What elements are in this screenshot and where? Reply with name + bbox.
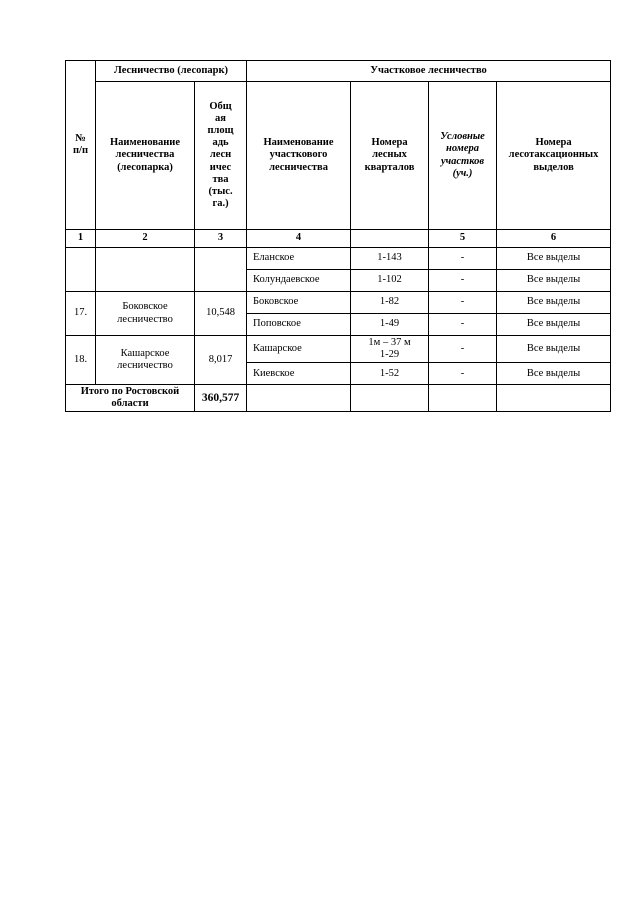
group-area-cell: 10,548 [195,292,247,336]
uslovnye-cell: - [429,292,497,314]
total-row [66,385,611,412]
header-col-uch-name: Наименование участкового лесничества [247,82,351,230]
uch-name-cell: Кашарское [247,336,351,363]
empty-cell [66,248,96,292]
col-number: 2 [96,230,195,248]
vydely-cell: Все выделы [497,270,611,292]
kvartaly-cell: 1м – 37 м 1-29 [351,336,429,363]
col-number: 6 [497,230,611,248]
col-number: 4 [247,230,351,248]
col-number: 3 [195,230,247,248]
vydely-cell: Все выделы [497,314,611,336]
vydely-cell: Все выделы [497,336,611,363]
vydely-cell: Все выделы [497,248,611,270]
header-col-vydely: Номера лесотаксационных выделов [497,82,611,230]
group-name-cell: Боковское лесничество [96,292,195,336]
uslovnye-cell: - [429,248,497,270]
kvartaly-cell: 1-102 [351,270,429,292]
col-number [351,230,429,248]
kvartaly-cell: 1-143 [351,248,429,270]
col-number: 1 [66,230,96,248]
header-group-lesnichestvo: Лесничество (лесопарк) [96,61,247,82]
uch-name-cell: Поповское [247,314,351,336]
empty-cell [497,385,611,412]
vydely-cell: Все выделы [497,292,611,314]
header-col-name: Наименование лесничества (лесопарка) [96,82,195,230]
uch-name-cell: Боковское [247,292,351,314]
header-col-uslovnye: Условные номера участков (уч.) [429,82,497,230]
kvartaly-cell: 1-82 [351,292,429,314]
empty-cell [195,248,247,292]
uch-name-cell: Киевское [247,363,351,385]
uslovnye-cell: - [429,363,497,385]
kvartaly-cell: 1-52 [351,363,429,385]
group-num-cell: 17. [66,292,96,336]
group-name-cell: Кашарское лесничество [96,336,195,385]
vydely-cell: Все выделы [497,363,611,385]
header-group-uchastkovoe: Участковое лесничество [247,61,611,82]
empty-cell [247,385,351,412]
table-row [66,248,611,270]
total-label: Итого по Ростовской области [66,385,195,412]
total-area: 360,577 [195,385,247,412]
empty-cell [351,385,429,412]
forestry-table [65,60,611,412]
table-row [66,336,611,363]
uch-name-cell: Колундаевское [247,270,351,292]
group-num-cell: 18. [66,336,96,385]
uslovnye-cell: - [429,270,497,292]
col-number: 5 [429,230,497,248]
header-num: № п/п [66,61,96,230]
uch-name-cell: Еланское [247,248,351,270]
header-col-kvartaly: Номера лесных кварталов [351,82,429,230]
group-area-cell: 8,017 [195,336,247,385]
kvartaly-cell: 1-49 [351,314,429,336]
header-col-area: Общ ая площ адь лесн ичес тва (тыс. га.) [195,82,247,230]
uslovnye-cell: - [429,314,497,336]
empty-cell [429,385,497,412]
uslovnye-cell: - [429,336,497,363]
empty-cell [96,248,195,292]
table-row [66,292,611,314]
